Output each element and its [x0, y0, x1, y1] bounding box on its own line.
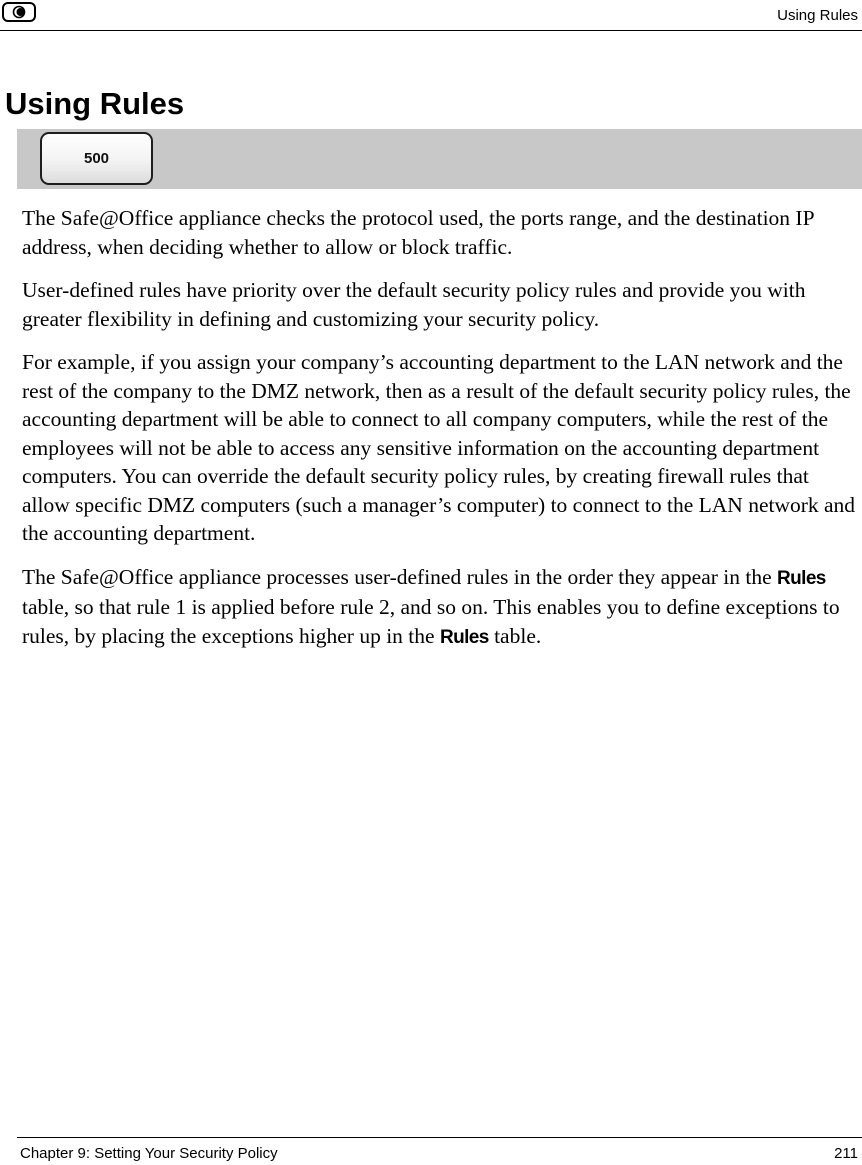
page-title: Using Rules [5, 86, 185, 121]
paragraph-2: User-defined rules have priority over the default security policy rules and provide you with greater flexibility in defining and customizing your security policy. [22, 278, 806, 331]
paragraph-4-text: The Safe@Office appliance processes user-defined rules in the order they appear in the [22, 564, 778, 589]
paragraph-3: For example, if you assign your company’s accounting department to the LAN network and the rest of the company to the DMZ network, then as a result of the default security policy rules, the accounting department will be able to connect to all company computers, while the rest of the employees will not be able to access any sensitive information on the accounting department computers. You can override the default security policy rules, by creating firewall rules that allow specific DMZ computers (such a manager’s computer) to connect to the LAN network and the accounting department. [22, 350, 856, 545]
body-text [22, 204, 862, 667]
paragraph-4-text: table. [488, 623, 542, 648]
rules-term: Rules [777, 567, 826, 589]
model-applicability-bar [17, 129, 862, 189]
record-icon [2, 2, 36, 22]
footer-chapter: Chapter 9: Setting Your Security Policy [20, 1145, 278, 1162]
paragraph-4 [22, 563, 862, 653]
model-badge: 500 [40, 132, 153, 185]
paragraph-1: The Safe@Office appliance checks the protocol used, the ports range, and the destination IP address, when deciding whether to allow or block traffic. [22, 206, 814, 259]
paragraph-4-text: table, so that rule 1 is applied before rule 2, and so on. This enables you to define exceptions to rules, by placing the exceptions higher up in the [22, 595, 840, 648]
footer-divider [17, 1137, 862, 1138]
page-number: 211 [834, 1145, 858, 1162]
header-title: Using Rules [777, 7, 858, 24]
rules-term: Rules [439, 626, 489, 648]
header-divider [0, 30, 862, 31]
